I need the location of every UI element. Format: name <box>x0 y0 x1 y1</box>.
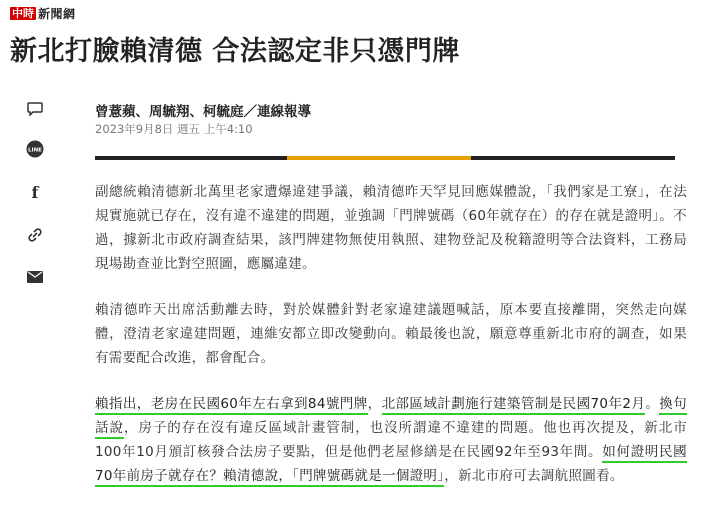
paragraph-2: 賴清德昨天出席活動離去時，對於媒體針對老家違建議題喊話，原本要直接離開，突然走向媒體，澄清老家違建問題，連維安都立即改變動向。賴最後也說，願意尊重新北市府的調查，如果有需要配合改進，都會配合。 <box>95 302 687 366</box>
copy-link-button[interactable] <box>24 224 46 246</box>
paragraph-1: 副總統賴清德新北萬里老家遭爆違建爭議，賴清德昨天罕見回應媒體說，「我們家是工寮」，在法規實施就已存在，沒有違不違建的問題，並強調「門牌號碼（60年就存在）的存在就是證明」。不過，據新北市政府調查結果，該門牌建物無使用執照、建物登記及稅籍證明等合法資料，工務局現場勘查並比對空照圖，應屬違建。 <box>95 184 687 272</box>
byline-divider <box>95 156 675 160</box>
article-byline: 曾薏蘋、周毓翔、柯毓庭／連線報導 <box>95 104 311 120</box>
logo-mark: 中時 <box>12 7 34 20</box>
facebook-icon: f <box>31 182 39 202</box>
highlight-quote-3: 換句話說 <box>95 396 687 439</box>
logo-text: 新聞網 <box>38 7 76 21</box>
line-share-button[interactable] <box>24 138 46 160</box>
paragraph-3-text-2: 。 <box>645 396 660 412</box>
comment-button[interactable] <box>24 98 46 120</box>
facebook-share-button[interactable] <box>24 181 46 203</box>
paragraph-3-text-1: ， <box>367 396 382 412</box>
highlight-quote-1: 賴指出，老房在民國60年左右拿到84號門牌 <box>95 396 368 415</box>
link-icon <box>27 227 43 243</box>
mail-icon <box>27 271 43 283</box>
paragraph-3-text-4: ，新北市府可去調航照圖看。 <box>444 468 624 484</box>
article-body <box>95 180 687 510</box>
highlight-quote-4: 如何證明民國70年前房子就存在？賴清德說，「門牌號碼就是一個證明」 <box>95 444 687 487</box>
line-icon-label: LINE <box>28 147 42 154</box>
article-headline: 新北打臉賴清德 合法認定非只憑門牌 <box>10 36 460 67</box>
comment-icon <box>27 102 43 116</box>
line-icon <box>26 140 44 158</box>
site-logo[interactable] <box>10 5 76 22</box>
article-date: 2023年9月8日 週五 上午4:10 <box>95 122 253 136</box>
paragraph-3 <box>95 392 687 488</box>
mail-share-button[interactable] <box>24 266 46 288</box>
paragraph-3-text-3: ，房子的存在沒有違反區域計畫管制，也沒所謂違不違建的問題。他也再次提及，新北市100年10月頒訂核發合法房子要點，但是他們老屋修繕是在民國92年至93年間。 <box>95 420 687 460</box>
highlight-quote-2: 北部區域計劃施行建築管制是民國70年2月 <box>382 396 646 415</box>
